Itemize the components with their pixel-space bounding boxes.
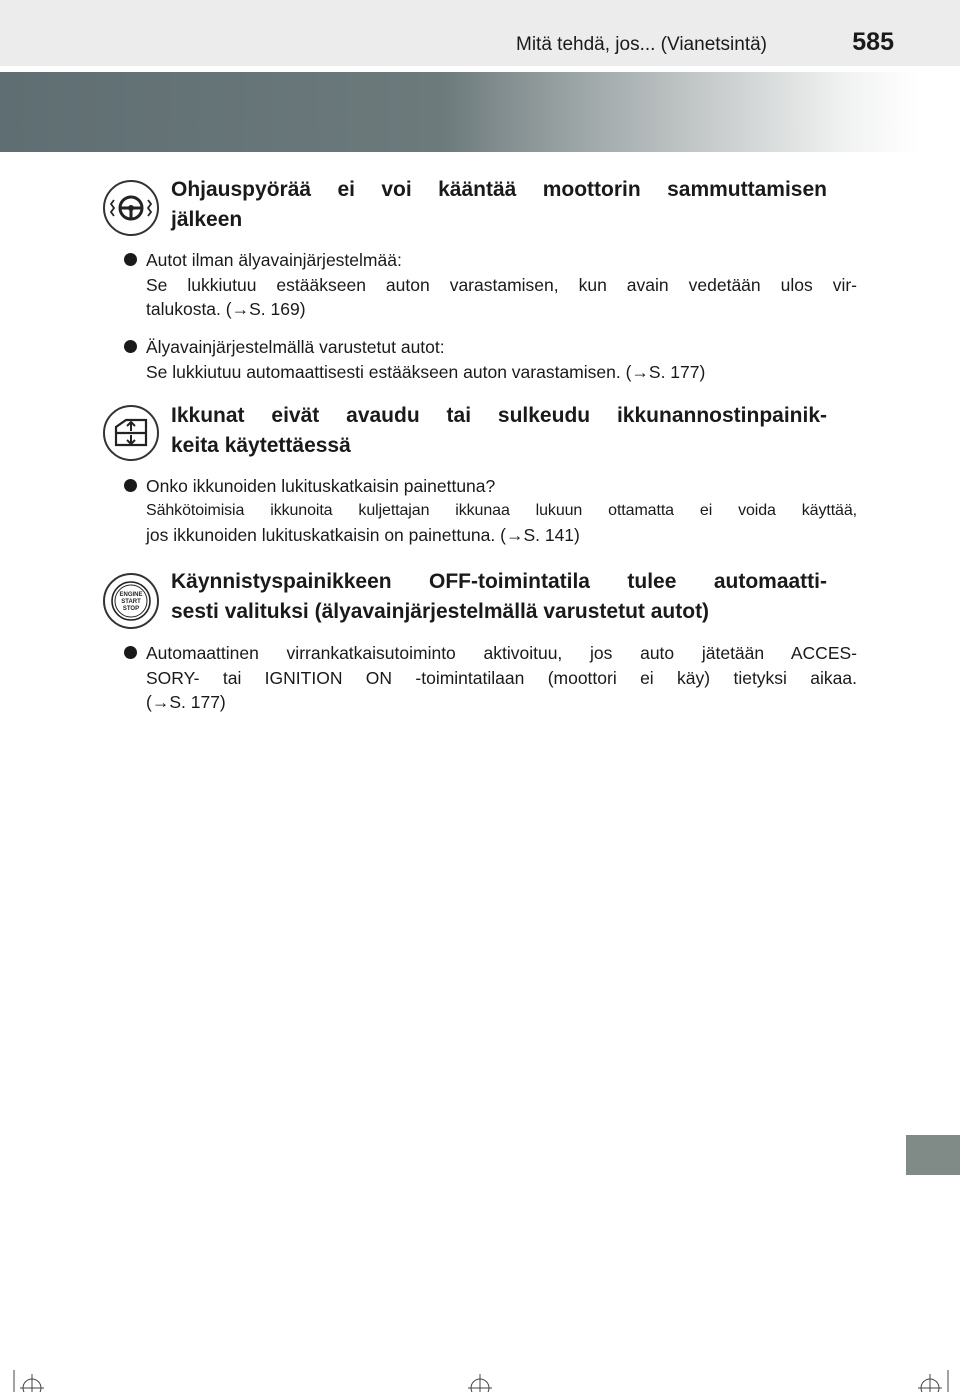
icon-text-stop: STOP bbox=[122, 606, 140, 612]
section-heading bbox=[171, 175, 827, 235]
bullet-line: Se lukkiutuu estääkseen auton varastamisen, kun avain vedetään ulos vir- bbox=[146, 274, 857, 295]
section-heading bbox=[171, 567, 827, 627]
heading-line: sesti valituksi (älyavainjärjestelmällä varustetut autot) bbox=[171, 600, 710, 623]
bullet-dot bbox=[124, 340, 137, 353]
bullet-dot bbox=[124, 646, 137, 659]
bullet-line: (→S. 177) bbox=[146, 692, 226, 712]
section-heading bbox=[171, 401, 827, 461]
bullet-line: SORY- tai IGNITION ON -toimintatilaan (moottori ei käy) tietyksi aikaa. bbox=[146, 667, 857, 688]
list-item bbox=[124, 641, 857, 715]
bullet-line: jos ikkunoiden lukituskatkaisin on painettuna. (→S. 141) bbox=[146, 525, 580, 545]
icon-text-start: START bbox=[121, 599, 141, 605]
bullet-dot bbox=[124, 253, 137, 266]
heading-line: Ohjauspyörää ei voi kääntää moottorin sammuttamisen bbox=[171, 178, 827, 201]
crop-marks bbox=[0, 1362, 960, 1392]
page-number: 585 bbox=[852, 28, 894, 56]
list-item bbox=[124, 335, 857, 384]
list-item bbox=[124, 474, 857, 548]
bullet-dot bbox=[124, 479, 137, 492]
heading-line: Ikkunat eivät avaudu tai sulkeudu ikkunannostinpainik- bbox=[171, 404, 827, 427]
heading-line: jälkeen bbox=[171, 208, 243, 231]
heading-line: keita käytettäessä bbox=[171, 434, 351, 457]
header-banner bbox=[0, 72, 920, 152]
header-title: Mitä tehdä, jos... (Vianetsintä) bbox=[516, 34, 767, 55]
page-header bbox=[0, 0, 960, 66]
bullet-line: Onko ikkunoiden lukituskatkaisin painettuna? bbox=[146, 476, 496, 496]
steering-lock-icon bbox=[103, 180, 159, 236]
bullet-line: Autot ilman älyavainjärjestelmää: bbox=[146, 250, 402, 270]
bullet-line: Automaattinen virrankatkaisutoiminto aktivoituu, jos auto jätetään ACCES- bbox=[146, 643, 857, 663]
bullet-line: Sähkötoimisia ikkunoita kuljettajan ikkunaa lukuun ottamatta ei voida käyttää, bbox=[146, 501, 857, 519]
bullet-line: Älyavainjärjestelmällä varustetut autot: bbox=[146, 337, 445, 357]
heading-line: Käynnistyspainikkeen OFF-toimintatila tulee automaatti- bbox=[171, 570, 827, 593]
engine-start-stop-icon bbox=[103, 573, 159, 629]
list-item bbox=[124, 248, 857, 322]
power-window-icon bbox=[103, 405, 159, 461]
bullet-line: Se lukkiutuu automaattisesti estääkseen auton varastamisen. (→S. 177) bbox=[146, 361, 706, 382]
bullet-line: talukosta. (→S. 169) bbox=[146, 299, 306, 319]
icon-text-engine: ENGINE bbox=[119, 592, 143, 598]
chapter-tab bbox=[906, 1135, 960, 1175]
